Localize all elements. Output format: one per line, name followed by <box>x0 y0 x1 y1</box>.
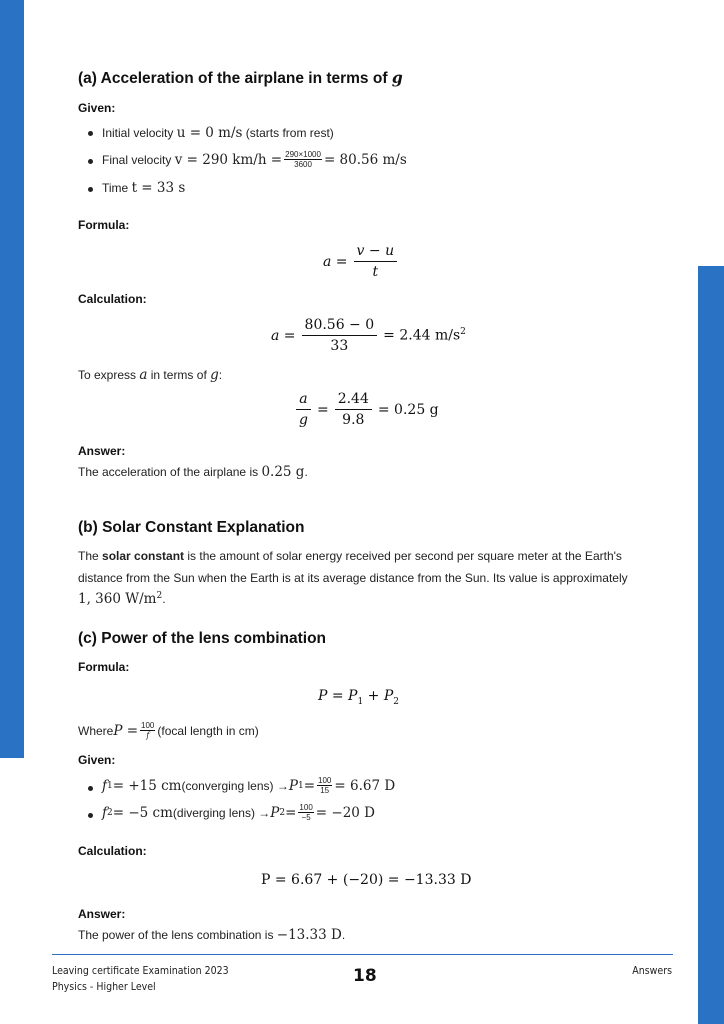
given-lens-1: f 1 = +15 cm (converging lens) → P 1 = $\frac{100}{15}$ = 6.67 D <box>102 776 396 795</box>
answer-text-c: The power of the lens combination is −13.33 D. <box>78 927 346 943</box>
formula-equation-a: a = $\frac{v - u}{t}$ <box>323 243 397 280</box>
given-label-c: Given: <box>78 753 116 767</box>
bullet <box>88 131 93 136</box>
answer-text-a: The acceleration of the airplane is 0.25 g. <box>78 464 308 480</box>
given-initial-velocity: Initial velocity u = 0 m/s (starts from rest) <box>102 125 334 141</box>
answer-label-a: Answer: <box>78 444 126 458</box>
ratio-equation: $\frac{a}{g}$ = $\frac{2.44}{9.8}$ = 0.25 g <box>296 391 439 428</box>
section-c-title: (c) Power of the lens combination <box>78 630 327 647</box>
left-accent-bar <box>0 0 24 758</box>
footer-divider <box>52 954 673 955</box>
bullet <box>88 187 93 192</box>
footer-answers: Answers <box>632 965 672 977</box>
bullet <box>88 813 93 818</box>
solar-constant-value: 1, 360 $W/m^2$. <box>78 591 166 607</box>
given-lens-2: f 2 = −5 cm (diverging lens) → P 2 = $\frac{100}{-5}$ = −20 D <box>102 803 375 822</box>
given-final-velocity: Final velocity v = 290 km/h = $\frac{290\times 1000}{3600}$ = 80.56 m/s <box>102 150 407 169</box>
footer-subject: Physics - Higher Level <box>52 981 156 993</box>
calculation-label-a: Calculation: <box>78 292 147 306</box>
formula-equation-c: $P = P_1 + P_2$ <box>318 688 400 707</box>
given-time: Time t = 33 s <box>102 180 186 196</box>
section-a-title: (a) Acceleration of the airplane in terms of g <box>78 68 403 87</box>
formula-label-a: Formula: <box>78 218 130 232</box>
given-label-a: Given: <box>78 101 116 115</box>
where-p-text: Where P = $\frac{100}{f}$ (focal length in cm) <box>78 721 259 740</box>
section-b-title: (b) Solar Constant Explanation <box>78 519 305 536</box>
page-number: 18 <box>353 966 377 986</box>
solar-constant-line-2: distance from the Sun when the Earth is at its average distance from the Sun. Its value is approximately <box>78 571 628 585</box>
fraction: $\frac{290\times 1000}{3600}$ <box>285 150 321 169</box>
formula-label-c: Formula: <box>78 660 130 674</box>
express-in-g-text: To express a in terms of g: <box>78 367 223 383</box>
bullet <box>88 786 93 791</box>
calculation-equation-c: P = 6.67 + (−20) = −13.33 D <box>261 872 472 888</box>
right-accent-bar <box>698 266 724 1024</box>
footer-exam: Leaving certificate Examination 2023 <box>52 965 229 977</box>
bullet <box>88 159 93 164</box>
answer-label-c: Answer: <box>78 907 126 921</box>
solar-constant-line-1: The solar constant is the amount of solar energy received per second per square meter at the Earth's <box>78 549 622 563</box>
calculation-equation-a: a = $\frac{80.56 - 0}{33}$ = 2.44 $m/s^2$ <box>271 317 466 354</box>
calculation-label-c: Calculation: <box>78 844 147 858</box>
